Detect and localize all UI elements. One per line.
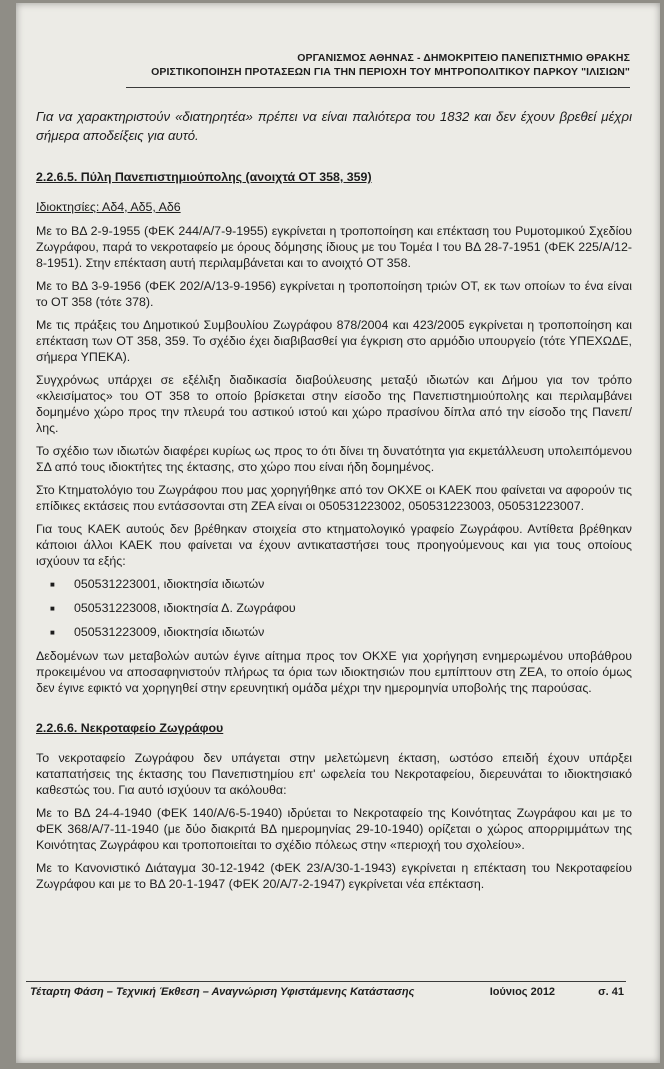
paragraph: Με το ΒΔ 3-9-1956 (ΦΕΚ 202/Α/13-9-1956) εγκρίνεται η τροποποίηση τριών ΟΤ, εκ των οποίων το ένα είναι το ΟΤ 358 (τότε 378). bbox=[36, 279, 632, 309]
footer-date: Ιούνιος 2012 bbox=[489, 986, 556, 998]
list-item: ■ 050531223001, ιδιοκτησία ιδιωτών bbox=[74, 576, 632, 592]
page-content bbox=[36, 107, 632, 899]
intro-paragraph: Για να χαρακτηριστούν «διατηρητέα» πρέπει να είναι παλιότερα του 1832 και δεν έχουν βρεθεί μέχρι σήμερα αποδείξεις για αυτό. bbox=[36, 109, 632, 143]
paragraph: Με το Κανονιστικό Διάταγμα 30-12-1942 (ΦΕΚ 23/Α/30-1-1943) εγκρίνεται η επέκταση του Νεκροταφείου Ζωγράφου και με το ΒΔ 20-1-1947 (ΦΕΚ 20/Α/7-2-1947) εγκρίνεται νέα επέκταση. bbox=[36, 861, 632, 891]
document-page bbox=[16, 3, 660, 1063]
paragraph: Με τις πράξεις του Δημοτικού Συμβουλίου Ζωγράφου 878/2004 και 423/2005 εγκρίνεται η τροποποίηση και επέκταση των ΟΤ 358, 359. Το σχέδιο έχει διαβιβασθεί για έγκριση στο αρμόδιο υπουργείο (τότε ΥΠΕΧΩΔΕ, σήμερα ΥΠΕΚΑ). bbox=[36, 318, 632, 364]
page-number: σ. 41 bbox=[598, 986, 624, 998]
paragraph: Με το ΒΔ 24-4-1940 (ΦΕΚ 140/Α/6-5-1940) ιδρύεται το Νεκροταφείο της Κοινότητας Ζωγράφου και με το ΦΕΚ 368/Α/7-11-1940 (με δύο διακριτά ΒΔ ημερομηνίας 29-10-1940) ορίζεται ο χώρος απορριμμάτων της Κοινότητας Ζωγράφου και τροποποιείται το σχέδιο πόλεως στην «περιοχή του σχολείου». bbox=[36, 806, 632, 852]
footer-meta bbox=[490, 986, 624, 998]
paragraph: Δεδομένων των μεταβολών αυτών έγινε αίτημα προς τον ΟΚΧΕ για χορήγηση ενημερωμένου υποβάθρου προκειμένου να αποσαφηνιστούν πλήρως τα όρια των ιδιοκτησιών που εμπίπτουν στη ΖΕΑ, το οποίο όμως δεν έγινε εφικτό να χορηγηθεί στην ερευνητική ομάδα μέχρι την ημερομηνία υποβολής της παρούσας. bbox=[36, 649, 632, 695]
footer-title: Τέταρτη Φάση – Τεχνική Έκθεση – Αναγνώριση Υφιστάμενης Κατάστασης bbox=[30, 986, 415, 998]
paragraph: Το σχέδιο των ιδιωτών διαφέρει κυρίως ως προς το ότι δίνει τη δυνατότητα για εκμετάλλευση υπολειπόμενου ΣΔ από τους ιδιοκτήτες της έκτασης, στο χώρο που είναι ήδη δομημένος. bbox=[36, 444, 632, 474]
header-line-1: ΟΡΓΑΝΙΣΜΟΣ ΑΘΗΝΑΣ - ΔΗΜΟΚΡΙΤΕΙΟ ΠΑΝΕΠΙΣΤΗΜΙΟ ΘΡΑΚΗΣ bbox=[297, 52, 630, 64]
list-item: ■ 050531223008, ιδιοκτησία Δ. Ζωγράφου bbox=[74, 600, 632, 616]
page-header bbox=[110, 51, 630, 79]
paragraph: Με το ΒΔ 2-9-1955 (ΦΕΚ 244/Α/7-9-1955) εγκρίνεται η τροποποίηση και επέκταση του Ρυμοτομικού Σχεδίου Ζωγράφου, παρά το νεκροταφείο με όρους δόμησης ίδιους με του Τομέα Ι του ΒΔ 28-7-1951 (ΦΕΚ 225/Α/12-8-1951). Στην επέκταση αυτή περιλαμβάνεται και το ανοιχτό ΟΤ 358. bbox=[36, 224, 632, 270]
paragraph: Για τους ΚΑΕΚ αυτούς δεν βρέθηκαν στοιχεία στο κτηματολογικό γραφείο Ζωγράφου. Αντίθετα βρέθηκαν κάποιοι άλλοι ΚΑΕΚ που φαίνεται να έχουν αντικαταστήσει τους προηγούμενους και για τους οποίους ισχύουν τα εξής: bbox=[36, 522, 632, 568]
owners-line: Ιδιοκτησίες: Αδ4, Αδ5, Αδ6 bbox=[36, 200, 181, 214]
list-item: ■ 050531223009, ιδιοκτησία ιδιωτών bbox=[74, 624, 632, 640]
section-title-2-2-6-5: 2.2.6.5. Πύλη Πανεπιστημιούπολης (ανοιχτά ΟΤ 358, 359) bbox=[36, 170, 372, 184]
footer-rule bbox=[26, 981, 626, 982]
paragraph: Στο Κτηματολόγιο του Ζωγράφου που μας χορηγήθηκε από τον ΟΚΧΕ οι ΚΑΕΚ που φαίνεται να αφορούν τις επίδικες εκτάσεις που εντάσσονται στη ΖΕΑ είναι οι 050531223002, 050531223003, 050531223007. bbox=[36, 483, 632, 513]
paragraph: Το νεκροταφείο Ζωγράφου δεν υπάγεται στην μελετώμενη έκταση, ωστόσο επειδή έχουν υπάρξει καταπατήσεις της έκτασης του Πανεπιστημίου επ' ωφελεία του Νεκροταφείου, διερευνάται το ιδιοκτησιακό καθεστώς του. Για αυτό ισχύουν τα ακόλουθα: bbox=[36, 751, 632, 797]
section-2-2-6-6 bbox=[36, 720, 632, 892]
page-footer bbox=[30, 986, 624, 998]
kaek-bullet-list bbox=[36, 576, 632, 640]
section-title-2-2-6-6: 2.2.6.6. Νεκροταφείο Ζωγράφου bbox=[36, 721, 224, 735]
header-rule bbox=[126, 87, 630, 88]
header-line-2: ΟΡΙΣΤΙΚΟΠΟΙΗΣΗ ΠΡΟΤΑΣΕΩΝ ΓΙΑ ΤΗΝ ΠΕΡΙΟΧΗ ΤΟΥ ΜΗΤΡΟΠΟΛΙΤΙΚΟΥ ΠΑΡΚΟΥ "ΙΛΙΣΙΩΝ" bbox=[151, 66, 630, 78]
paragraph: Συγχρόνως υπάρχει σε εξέλιξη διαδικασία διαβούλευσης μεταξύ ιδιωτών και Δήμου για τον τρόπο «κλεισίματος» του ΟΤ 358 το οποίο βρίσκεται στην είσοδο της Πανεπιστημιούπολης και περιλαμβάνει δομημένο χώρο προς την πλευρά του αστικού ιστού και χώρο πρασίνου δίπλα από την είσοδο της Πανεπ/λης. bbox=[36, 373, 632, 435]
